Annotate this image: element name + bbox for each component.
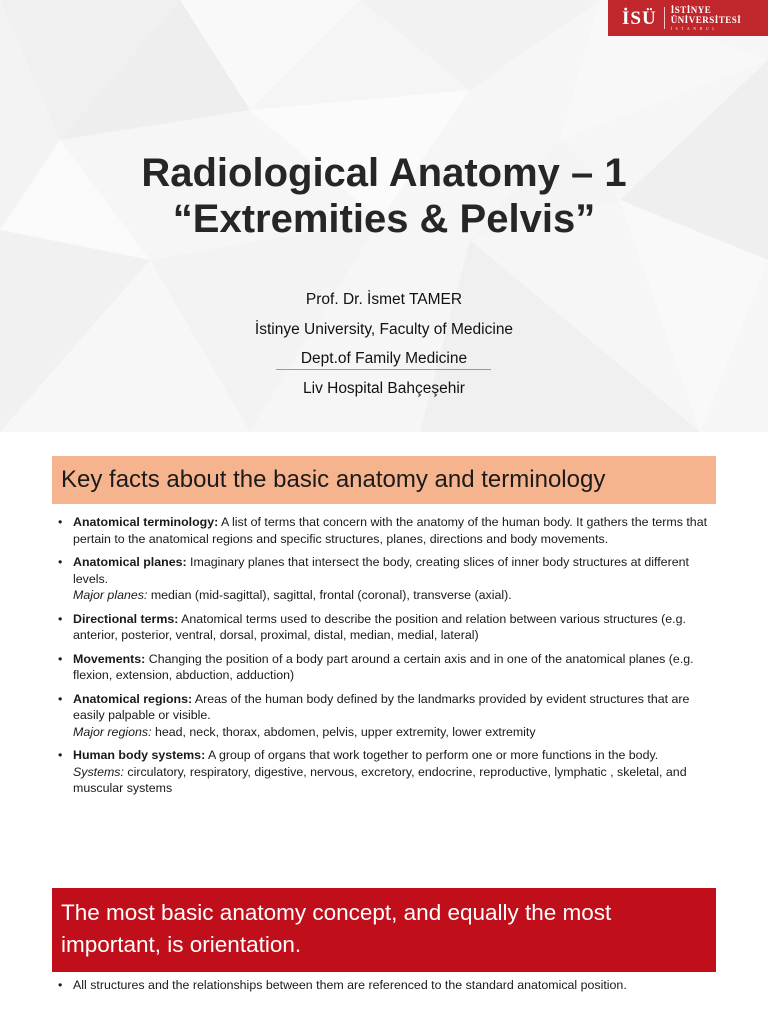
list-item <box>58 651 710 684</box>
bullet-text: Areas of the human body defined by the landmarks provided by evident structures that are easily palpable or visible. <box>73 691 690 722</box>
slide-title <box>0 150 768 242</box>
author-hospital: Liv Hospital Bahçeşehir <box>303 379 465 397</box>
logo-mark: İSÜ <box>622 7 657 29</box>
list-item: • All structures and the relationships between them are referenced to the standard anatomical position. <box>58 976 710 995</box>
orientation-slide <box>0 864 768 1024</box>
list-item <box>58 747 710 797</box>
key-facts-slide <box>0 432 768 864</box>
bullet-text: Anatomical terms used to describe the position and relation between various structures (e.g. anterior, posterior, ventral, dorsal, proximal, distal, median, medial, lateral) <box>73 611 686 642</box>
logo-line-3: İSTANBUL <box>670 25 719 31</box>
orientation-list <box>58 976 710 995</box>
logo-text <box>671 6 742 31</box>
bullet-term: Human body systems: <box>73 748 206 762</box>
bullet-term: Directional terms: <box>73 611 179 626</box>
bullet-term: Anatomical regions: <box>73 691 193 706</box>
bullet-text: Changing the position of a body part around a certain axis and in one of the anatomical planes (e.g. flexion, extension, abduction, adduction) <box>73 651 694 682</box>
bullet-term: Anatomical terminology: <box>73 515 219 529</box>
list-item <box>58 691 710 741</box>
bullet-term: Anatomical planes: <box>73 555 187 569</box>
bullet-term: Movements: <box>73 651 146 666</box>
bullet-subtext: circulatory, respiratory, digestive, nervous, excretory, endocrine, reproductive, lymphatic , skeletal, and muscular systems <box>73 764 687 795</box>
list-item <box>58 554 710 604</box>
bullet-subtext: head, neck, thorax, abdomen, pelvis, upper extremity, lower extremity <box>151 724 536 739</box>
author-affiliation: İstinye University, Faculty of Medicine <box>254 320 514 338</box>
bullet-text: A list of terms that concern with the anatomy of the human body. It gathers the terms that pertain to the anatomical regions and specific structures, planes, directions and body movements. <box>73 515 708 546</box>
key-facts-list <box>58 514 710 804</box>
list-item <box>58 611 710 644</box>
author-divider <box>276 369 491 370</box>
title-line-2: “Extremities & Pelvis” <box>172 197 596 241</box>
bullet-subterm: Major planes: <box>73 588 148 602</box>
author-block <box>0 285 768 403</box>
author-name: Prof. Dr. İsmet TAMER <box>305 291 463 308</box>
list-item <box>58 514 710 547</box>
orientation-heading: The most basic anatomy concept, and equally the most important, is orientation. <box>52 888 716 972</box>
bullet-text: Imaginary planes that intersect the body, creating slices of inner body structures at different levels. <box>73 555 689 586</box>
bullet-subterm: Systems: <box>73 764 124 779</box>
title-slide <box>0 0 768 432</box>
bullet-text: A group of organs that work together to perform one or more functions in the body. <box>205 748 659 762</box>
key-facts-heading: Key facts about the basic anatomy and terminology <box>52 456 716 504</box>
logo-line-2: ÜNİVERSİTESİ <box>670 14 742 25</box>
university-logo <box>608 0 768 36</box>
title-line-1: Radiological Anatomy – 1 <box>141 151 627 195</box>
logo-line-1: İSTİNYE <box>670 4 712 15</box>
bullet-subtext: median (mid-sagittal), sagittal, frontal (coronal), transverse (axial). <box>147 588 512 602</box>
author-department: Dept.of Family Medicine <box>300 350 468 367</box>
logo-divider <box>664 7 665 29</box>
bullet-subterm: Major regions: <box>73 724 152 739</box>
